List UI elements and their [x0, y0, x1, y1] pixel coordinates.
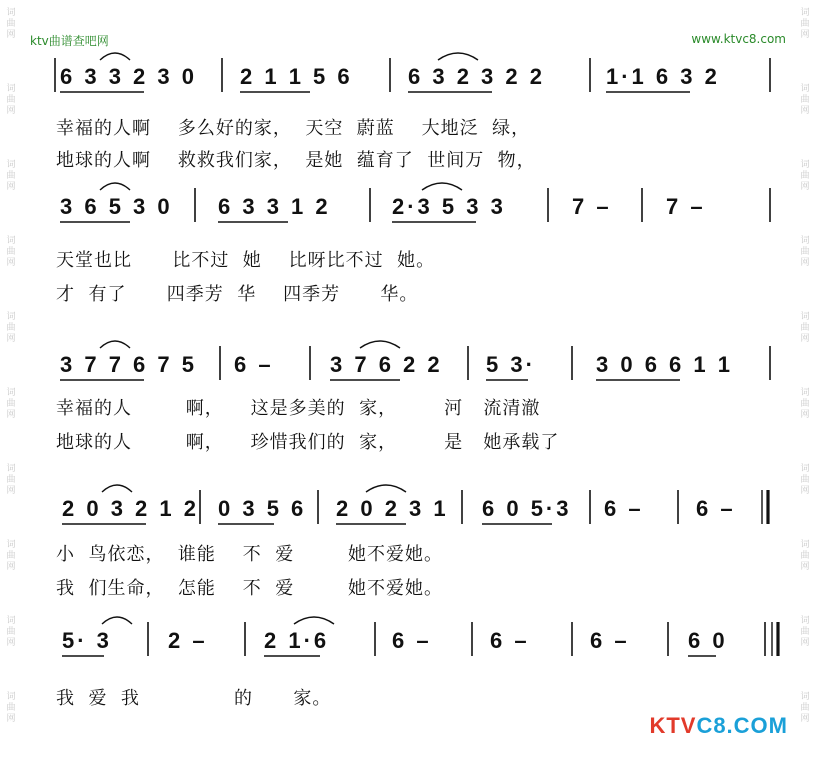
measure-notes: 2 1 1 5 6 [240, 64, 353, 89]
measure-notes: 6 3 2 3 2 2 [408, 64, 545, 89]
side-watermark-text: 词 曲 网 [800, 160, 810, 192]
side-watermark-text: 词 曲 网 [800, 388, 810, 420]
tie-arc [100, 341, 130, 348]
side-watermark-text: 词 曲 网 [800, 84, 810, 116]
side-watermark-text: 词 曲 网 [800, 312, 810, 344]
lyric-line: 天堂也比 比不过 她 比呀比不过 她。 [56, 250, 436, 271]
measure-notes: 2·3 5 3 3 [392, 194, 506, 219]
measure-notes: 6 – [392, 628, 432, 653]
watermark-top-left: ktv曲谱查吧网 [30, 34, 109, 48]
tie-arc [294, 617, 334, 624]
measure-notes: 6 – [590, 628, 630, 653]
lyric-line: 幸福的人 啊， 这是多美的 家， 河 流清澈 [56, 398, 541, 419]
measure-notes: 2 0 3 2 1 2 [62, 496, 199, 521]
side-watermark-text: 词 曲 网 [6, 692, 16, 724]
tie-arc [100, 183, 130, 190]
measure-notes: 6 – [604, 496, 644, 521]
side-watermark-text: 词 曲 网 [6, 388, 16, 420]
side-watermark-text: 词 曲 网 [800, 236, 810, 268]
measure-notes: 6 3 3 2 3 0 [60, 64, 197, 89]
side-watermark-text: 词 曲 网 [6, 312, 16, 344]
measure-notes: 2 – [168, 628, 208, 653]
lyric-line: 才 有了 四季芳 华 四季芳 华。 [56, 284, 419, 305]
watermark-top-right: www.ktvc8.com [691, 32, 786, 46]
measure-notes: 6 – [490, 628, 530, 653]
side-watermark-text: 词 曲 网 [800, 540, 810, 572]
measure-notes: 3 0 6 6 1 1 [596, 352, 733, 377]
tie-arc [438, 53, 478, 60]
side-watermark-text: 词 曲 网 [6, 160, 16, 192]
tie-arc [366, 485, 406, 492]
side-watermark-text: 词 曲 网 [800, 692, 810, 724]
measure-notes: 5 3· [486, 352, 536, 377]
measure-notes: 3 6 5 3 0 [60, 194, 173, 219]
measure-notes: 6 3 3 1 2 [218, 194, 331, 219]
measure-notes: 2 0 2 3 1 [336, 496, 449, 521]
lyric-line: 幸福的人啊 多么好的家， 天空 蔚蓝 大地泛 绿， [56, 118, 531, 139]
tie-arc [102, 485, 132, 492]
side-watermark-text: 词 曲 网 [800, 464, 810, 496]
side-watermark-text: 词 曲 网 [800, 8, 810, 40]
measure-notes: 1·1 6 3 2 [606, 64, 720, 89]
measure-notes: 7 – [666, 194, 706, 219]
tie-arc [422, 183, 462, 190]
measure-notes: 0 3 5 6 [218, 496, 307, 521]
measure-notes: 7 – [572, 194, 612, 219]
lyric-line: 地球的人 啊， 珍惜我们的 家， 是 她承载了 [56, 432, 560, 453]
measure-notes: 5· 3 [62, 628, 112, 653]
side-watermark-text: 词 曲 网 [6, 84, 16, 116]
side-watermark-text: 词 曲 网 [6, 616, 16, 648]
measure-notes: 3 7 7 6 7 5 [60, 352, 197, 377]
tie-arc [360, 341, 400, 348]
lyric-line: 地球的人啊 救救我们家， 是她 蕴育了 世间万 物， [56, 150, 536, 171]
measure-notes: 6 0 5·3 [482, 496, 572, 521]
side-watermark-text: 词 曲 网 [6, 8, 16, 40]
lyric-line: 我 爱 我 的 家。 [56, 688, 332, 709]
measure-notes: 3 7 6 2 2 [330, 352, 443, 377]
lyric-line: 小 鸟依恋， 谁能 不 爱 她不爱她。 [56, 544, 443, 565]
side-watermark-text: 词 曲 网 [800, 616, 810, 648]
side-watermark-text: 词 曲 网 [6, 236, 16, 268]
side-watermark-text: 词 曲 网 [6, 540, 16, 572]
lyric-line: 我 们生命， 怎能 不 爱 她不爱她。 [56, 578, 443, 599]
measure-notes: 2 1·6 [264, 628, 330, 653]
brand-logo: KTVC8.COM [649, 713, 788, 738]
tie-arc [100, 53, 130, 60]
measure-notes: 6 – [234, 352, 274, 377]
tie-arc [102, 617, 132, 624]
side-watermark-text: 词 曲 网 [6, 464, 16, 496]
measure-notes: 6 – [696, 496, 736, 521]
measure-notes: 6 0 [688, 628, 728, 653]
